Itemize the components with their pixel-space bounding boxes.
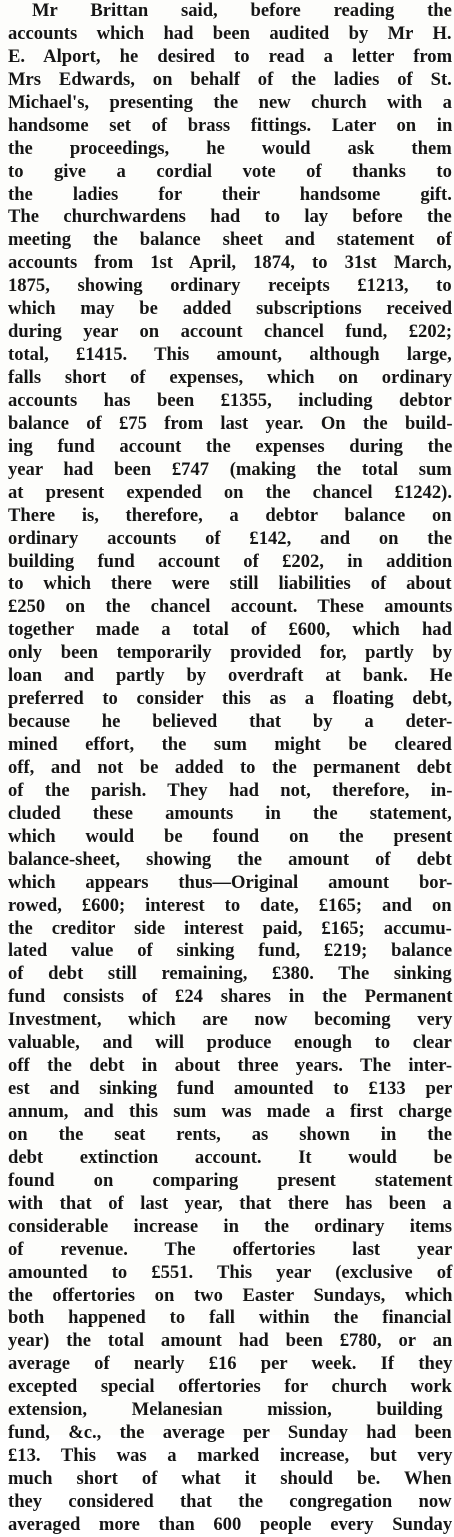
text-line: considerable increase in the ordinary items: [8, 1215, 453, 1237]
text-line: debt extinction account. It would be: [8, 1146, 453, 1168]
text-line: both happened to fall within the financial: [8, 1307, 452, 1329]
text-line: year) the total amount had been £780, or an: [8, 1330, 453, 1352]
text-line: much short of what it should be. When: [8, 1468, 452, 1489]
text-line: There is, therefore, a debtor balance on: [8, 504, 452, 526]
text-line: the proceedings, he would ask them: [8, 137, 452, 159]
text-line: valuable, and will produce enough to clear: [8, 1032, 452, 1054]
text-line: which may be added subscriptions received: [8, 298, 453, 320]
text-line: meeting the balance sheet and statement of: [8, 229, 452, 251]
text-line: Mr Brittan said, before reading the: [32, 0, 452, 21]
text-line: Investment, which are now becoming very: [8, 1009, 453, 1031]
text-line: annum, and this sum was made a first charge: [8, 1101, 453, 1122]
text-line: which appears thus—Original amount bor-: [8, 871, 453, 893]
text-line: ing fund account the expenses during the: [8, 435, 453, 457]
text-line: Mrs Edwards, on behalf of the ladies of St.: [8, 68, 452, 90]
text-line: they considered that the congregation now: [8, 1490, 452, 1512]
text-line: loan and partly by overdraft at bank. He: [8, 665, 453, 687]
text-line: fund, &c., the average per Sunday had been: [8, 1422, 452, 1444]
text-line: accounts from 1st April, 1874, to 31st March,: [8, 252, 452, 274]
text-line: lated value of sinking fund, £219; balance: [8, 940, 453, 962]
text-line: cluded these amounts in the statement,: [8, 802, 452, 824]
text-line: building fund account of £202, in addition: [8, 550, 453, 572]
text-line: handsome set of brass fittings. Later on in: [8, 114, 453, 136]
text-line: only been temporarily provided for, partly by: [8, 642, 452, 664]
text-line: accounts which had been audited by Mr H.: [8, 22, 452, 44]
text-line: averaged more than 600 people every Sunday: [8, 1513, 453, 1535]
text-line: rowed, £600; interest to date, £165; and on: [8, 894, 452, 916]
text-line: during year on account chancel fund, £202;: [8, 321, 453, 343]
text-line: £13. This was a marked increase, but very: [8, 1445, 453, 1467]
text-line: extension, Melanesian mission, building: [8, 1399, 443, 1421]
text-line: balance-sheet, showing the amount of debt: [8, 848, 452, 870]
text-line: mined effort, the sum might be cleared: [8, 734, 452, 755]
text-line: excepted special offertories for church work: [8, 1376, 452, 1398]
text-line: fund consists of £24 shares in the Permanent: [8, 986, 453, 1008]
text-line: falls short of expenses, which on ordinary: [8, 367, 453, 388]
text-line: E. Alport, he desired to read a letter from: [8, 45, 453, 67]
text-line: £250 on the chancel account. These amounts: [8, 596, 453, 618]
text-line: because he believed that by a deter-: [8, 711, 453, 733]
article-column: [8, 0, 452, 1537]
text-line: total, £1415. This amount, although large,: [8, 344, 452, 366]
text-line: accounts has been £1355, including debtor: [8, 389, 452, 411]
text-line: preferred to consider this as a floating debt,: [8, 688, 453, 710]
text-line: amounted to £551. This year (exclusive of: [8, 1261, 453, 1283]
text-line: of revenue. The offertories last year: [8, 1238, 453, 1260]
text-line: average of nearly £16 per week. If they: [8, 1353, 453, 1375]
text-line: off the debt in about three years. The inter-: [8, 1055, 453, 1077]
text-line: at present expended on the chancel £1242).: [8, 481, 452, 503]
text-line: of debt still remaining, £380. The sinking: [8, 963, 452, 985]
text-line: off, and not be added to the permanent debt: [8, 756, 452, 778]
text-line: the creditor side interest paid, £165; accumu-: [8, 917, 452, 939]
text-line: with that of last year, that there has been a: [8, 1192, 452, 1214]
text-line: found on comparing present statement: [8, 1169, 453, 1191]
text-line: Michael's, presenting the new church with a: [8, 91, 452, 113]
text-line: together made a total of £600, which had: [8, 619, 452, 641]
text-line: on the seat rents, as shown in the: [8, 1123, 453, 1145]
text-line: to give a cordial vote of thanks to: [8, 160, 452, 182]
text-line: balance of £75 from last year. On the build-: [8, 412, 453, 434]
text-line: of the parish. They had not, therefore, in-: [8, 779, 453, 801]
text-line: 1875, showing ordinary receipts £1213, to: [8, 275, 452, 297]
text-line: The churchwardens had to lay before the: [8, 206, 452, 228]
text-line: the ladies for their handsome gift.: [8, 183, 452, 205]
text-line: year had been £747 (making the total sum: [8, 458, 452, 480]
text-line: ordinary accounts of £142, and on the: [8, 527, 453, 549]
text-line: which would be found on the present: [8, 825, 453, 847]
text-line: to which there were still liabilities of about: [8, 573, 452, 595]
text-line: est and sinking fund amounted to £133 per: [8, 1078, 453, 1100]
text-line: the offertories on two Easter Sundays, which: [8, 1284, 453, 1306]
